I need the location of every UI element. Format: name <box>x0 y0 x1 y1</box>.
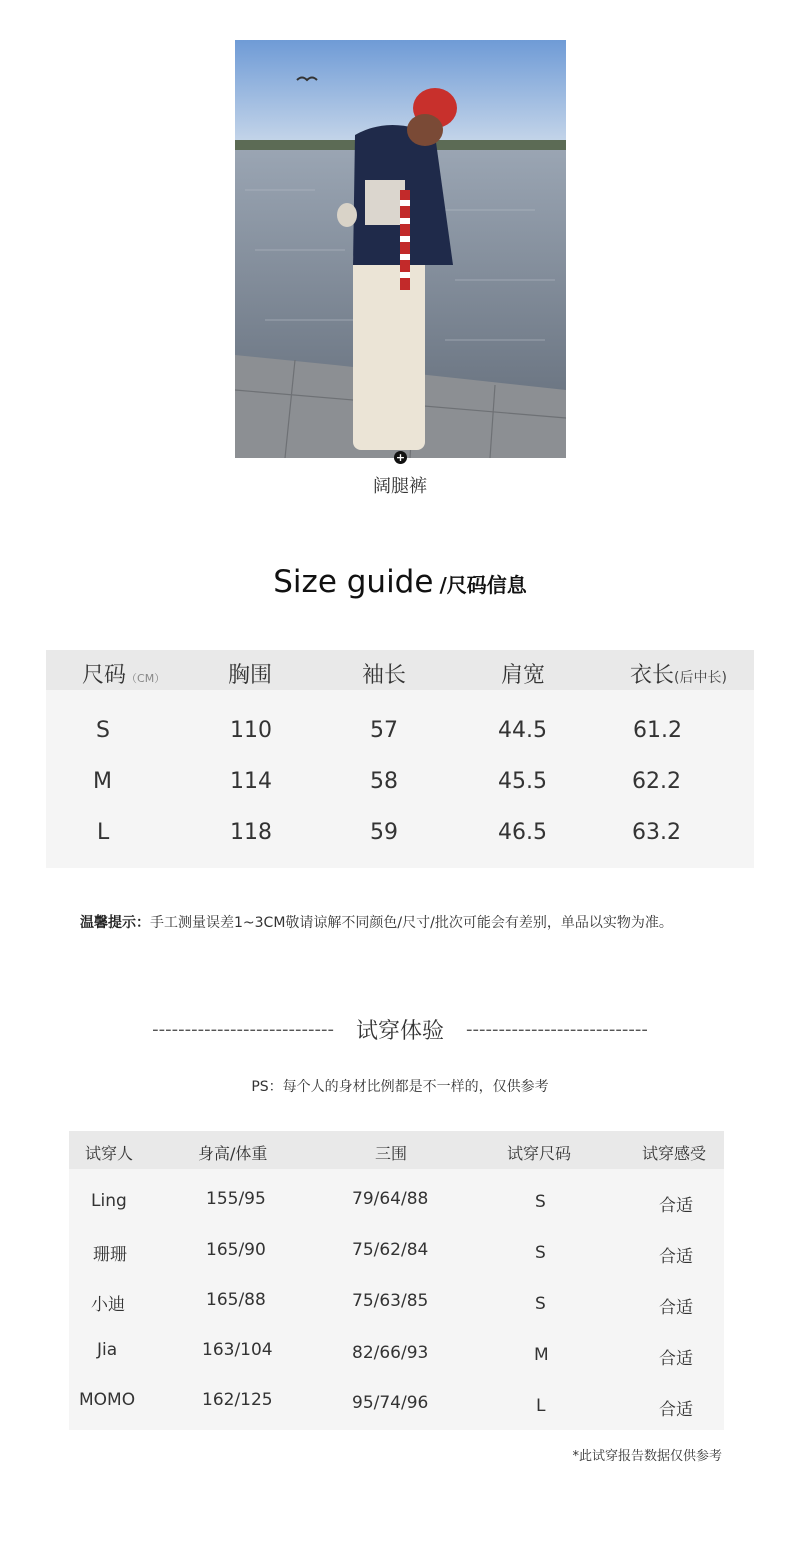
sleeve-header-cell: 袖长 <box>362 663 407 688</box>
try-on-title-text: 试穿体验 <box>355 1019 444 1044</box>
sleeve-cell: 57 <box>370 718 398 743</box>
sleeve-cell: 58 <box>370 769 398 794</box>
shoulder-header-cell: 肩宽 <box>501 663 546 688</box>
size-table <box>46 650 754 868</box>
chest-cell: 110 <box>230 718 272 743</box>
feeling-cell: 合适 <box>659 1298 693 1318</box>
length-cell: 62.2 <box>632 769 681 794</box>
size-header-cell: 尺码（CM） <box>82 663 166 688</box>
person-cell: 小迪 <box>91 1295 125 1315</box>
divider-right: ---------------------------- <box>466 1019 648 1040</box>
chest-cell: 114 <box>230 769 272 794</box>
feeling-cell: 合适 <box>659 1247 693 1267</box>
product-photo <box>235 40 566 458</box>
height-weight-cell: 165/90 <box>206 1240 266 1260</box>
footnote: *此试穿报告数据仅供参考 <box>572 1449 722 1464</box>
shoulder-cell: 44.5 <box>498 718 547 743</box>
measurements-cell: 75/63/85 <box>352 1291 429 1311</box>
feeling-header-cell: 试穿感受 <box>642 1144 707 1163</box>
try-on-ps: PS：每个人的身材比例都是不一样的，仅供参考 <box>251 1079 549 1095</box>
size-unit: （CM） <box>126 672 166 685</box>
size-cell: L <box>97 820 110 845</box>
measurements-cell: 75/62/84 <box>352 1240 429 1260</box>
shoulder-cell: 46.5 <box>498 820 547 845</box>
size-guide-title <box>0 564 800 600</box>
chest-cell: 118 <box>230 820 272 845</box>
length-cell: 61.2 <box>633 718 682 743</box>
chest-header-cell: 胸围 <box>228 663 273 688</box>
try-on-table <box>69 1131 724 1430</box>
length-cell: 63.2 <box>632 820 681 845</box>
height-weight-cell: 165/88 <box>206 1290 266 1310</box>
note-text: 手工测量误差1~3CM敬请谅解不同颜色/尺寸/批次可能会有差别，单品以实物为准。 <box>150 915 673 931</box>
size-cell: M <box>93 769 112 794</box>
person-cell: 珊珊 <box>93 1245 127 1265</box>
size-cell: L <box>536 1396 546 1416</box>
photo-caption: 阔腿裤 <box>373 476 427 497</box>
shoulder-cell: 45.5 <box>498 769 547 794</box>
feeling-cell: 合适 <box>659 1400 693 1420</box>
divider-left: ---------------------------- <box>152 1019 334 1040</box>
size-table-header <box>46 650 754 690</box>
measurement-note <box>80 912 673 932</box>
note-label: 温馨提示： <box>80 915 150 931</box>
size-guide-title-en: Size guide <box>273 564 434 600</box>
sleeve-cell: 59 <box>370 820 398 845</box>
feeling-cell: 合适 <box>659 1196 693 1216</box>
size-cell: M <box>534 1345 549 1365</box>
height-weight-cell: 163/104 <box>202 1340 273 1360</box>
measurements-cell: 95/74/96 <box>352 1393 429 1413</box>
height-weight-cell: 162/125 <box>202 1390 273 1410</box>
size-cell: S <box>535 1243 546 1263</box>
measurements-cell: 79/64/88 <box>352 1189 429 1209</box>
length-note: (后中长) <box>674 670 727 686</box>
height-weight-cell: 155/95 <box>206 1189 266 1209</box>
try-on-title <box>0 1014 800 1045</box>
person-cell: MOMO <box>79 1390 136 1410</box>
add-marker-icon[interactable]: + <box>395 451 406 464</box>
measurements-cell: 82/66/93 <box>352 1343 429 1363</box>
size-cell: S <box>535 1192 546 1212</box>
size-cell: S <box>96 718 110 743</box>
length-header-cell: 衣长(后中长) <box>630 663 727 688</box>
feeling-cell: 合适 <box>659 1349 693 1369</box>
height-weight-header-cell: 身高/体重 <box>198 1144 268 1163</box>
person-cell: Jia <box>97 1340 118 1360</box>
try-on-table-header <box>69 1131 724 1169</box>
measurements-header-cell: 三围 <box>375 1144 408 1163</box>
size-header-cell: 试穿尺码 <box>507 1144 572 1163</box>
size-cell: S <box>535 1294 546 1314</box>
person-cell: Ling <box>91 1191 127 1211</box>
size-guide-title-zh: /尺码信息 <box>439 573 527 597</box>
person-header-cell: 试穿人 <box>85 1144 134 1163</box>
